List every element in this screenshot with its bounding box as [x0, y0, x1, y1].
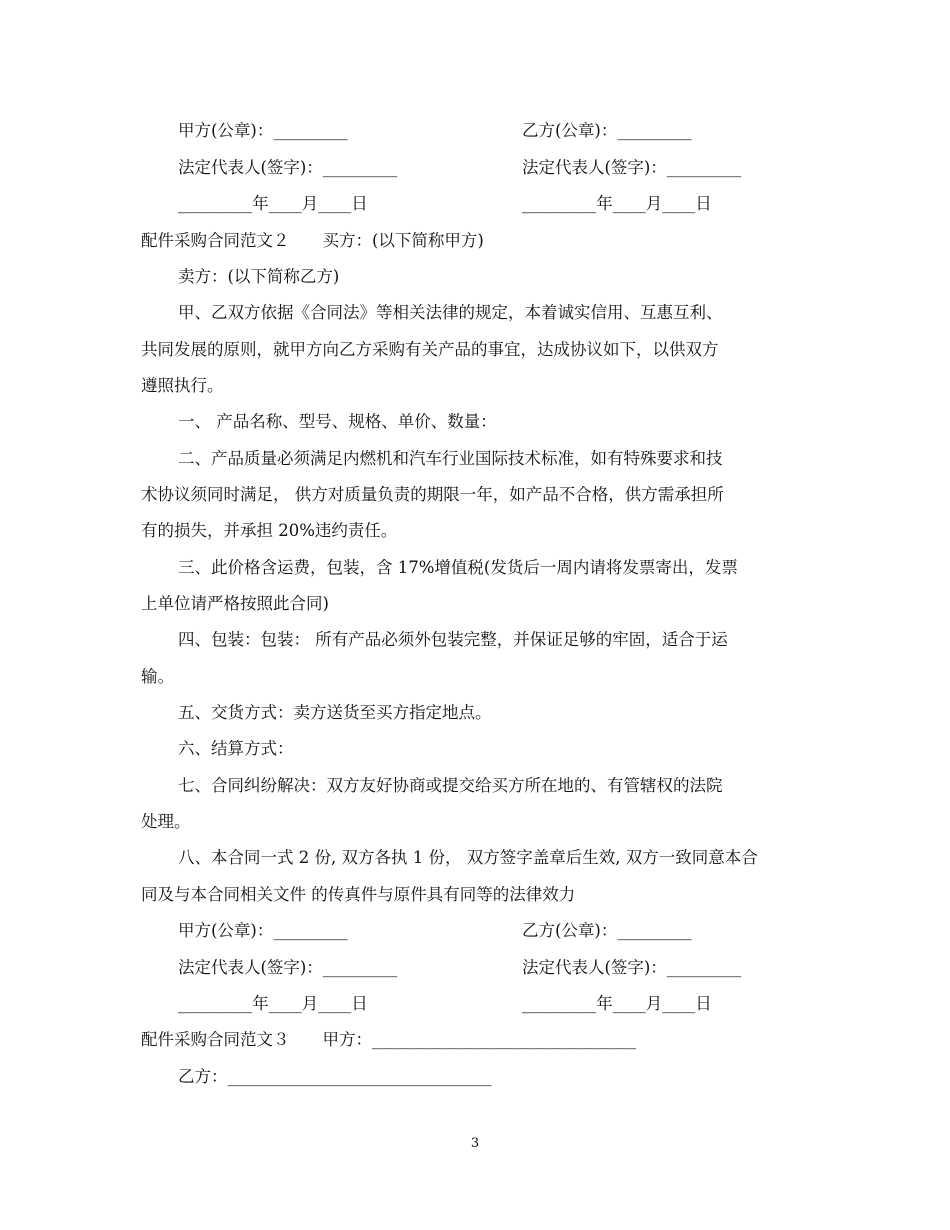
party-a-rep-line: 法定代表人(签字)：_________ — [178, 158, 398, 177]
party-b-seal-line: 乙方(公章)：_________ — [522, 121, 692, 140]
party-b-rep-line: 法定代表人(签字)：_________ — [522, 158, 742, 177]
contract2-item5: 五、交货方式：卖方送货至买方指定地点。 — [178, 703, 492, 722]
party-a-date-line: _________年____月____日 — [178, 194, 368, 213]
contract2-item3-line2: 上单位请严格按照此合同) — [141, 594, 329, 613]
contract2-item6: 六、结算方式： — [178, 739, 294, 758]
contract2-item8-line2: 同及与本合同相关文件 的传真件与原件具有同等的法律效力 — [141, 885, 576, 904]
contract2-item2-line3: 有的损失，并承担 20%违约责任。 — [141, 521, 398, 540]
party-a-seal-line: 甲方(公章)：_________ — [178, 121, 348, 140]
contract2-item4-line1: 四、包装：包装： 所有产品必须外包装完整，并保证足够的牢固，适合于运 — [178, 630, 728, 649]
contract2-seller: 卖方：(以下简称乙方) — [178, 267, 340, 286]
contract2-item2-line1: 二、产品质量必须满足内燃机和汽车行业国际技术标准，如有特殊要求和技 — [178, 449, 723, 468]
party-b-rep-line: 法定代表人(签字)：_________ — [522, 958, 742, 977]
party-b-seal-line: 乙方(公章)：_________ — [522, 921, 692, 940]
contract2-intro-line1: 甲、乙双方依据《合同法》等相关法律的规定，本着诚实信用、互惠互利、 — [178, 303, 723, 322]
party-a-rep-line: 法定代表人(签字)：_________ — [178, 958, 398, 977]
party-a-seal-line: 甲方(公章)：_________ — [178, 921, 348, 940]
contract2-item7-line1: 七、合同纠纷解决：双方友好协商或提交给买方所在地的、有管辖权的法院 — [178, 776, 723, 795]
page-number: 3 — [470, 1136, 480, 1151]
contract3-heading: 配件采购合同范文３ 甲方：________________________________ — [141, 1030, 636, 1049]
contract2-item3-line1: 三、此价格含运费，包装，含 17%增值税(发货后一周内请将发票寄出，发票 — [178, 558, 738, 577]
contract3-party-b: 乙方：________________________________ — [178, 1067, 492, 1086]
contract2-item2-line2: 术协议须同时满足， 供方对质量负责的期限一年，如产品不合格，供方需承担所 — [141, 485, 724, 504]
contract2-heading: 配件采购合同范文２ 买方：(以下简称甲方) — [141, 231, 484, 250]
party-a-date-line: _________年____月____日 — [178, 994, 368, 1013]
contract2-item7-line2: 处理。 — [141, 812, 191, 831]
contract2-item4-line2: 输。 — [141, 667, 174, 686]
party-b-date-line: _________年____月____日 — [522, 194, 712, 213]
contract2-intro-line3: 遵照执行。 — [141, 376, 224, 395]
contract2-item1: 一、 产品名称、型号、规格、单价、数量： — [178, 412, 497, 431]
contract2-intro-line2: 共同发展的原则，就甲方向乙方采购有关产品的事宜，达成协议如下，以供双方 — [141, 340, 719, 359]
party-b-date-line: _________年____月____日 — [522, 994, 712, 1013]
contract2-item8-line1: 八、本合同一式 2 份, 双方各执 1 份， 双方签字盖章后生效, 双方一致同意本合 — [178, 848, 758, 867]
